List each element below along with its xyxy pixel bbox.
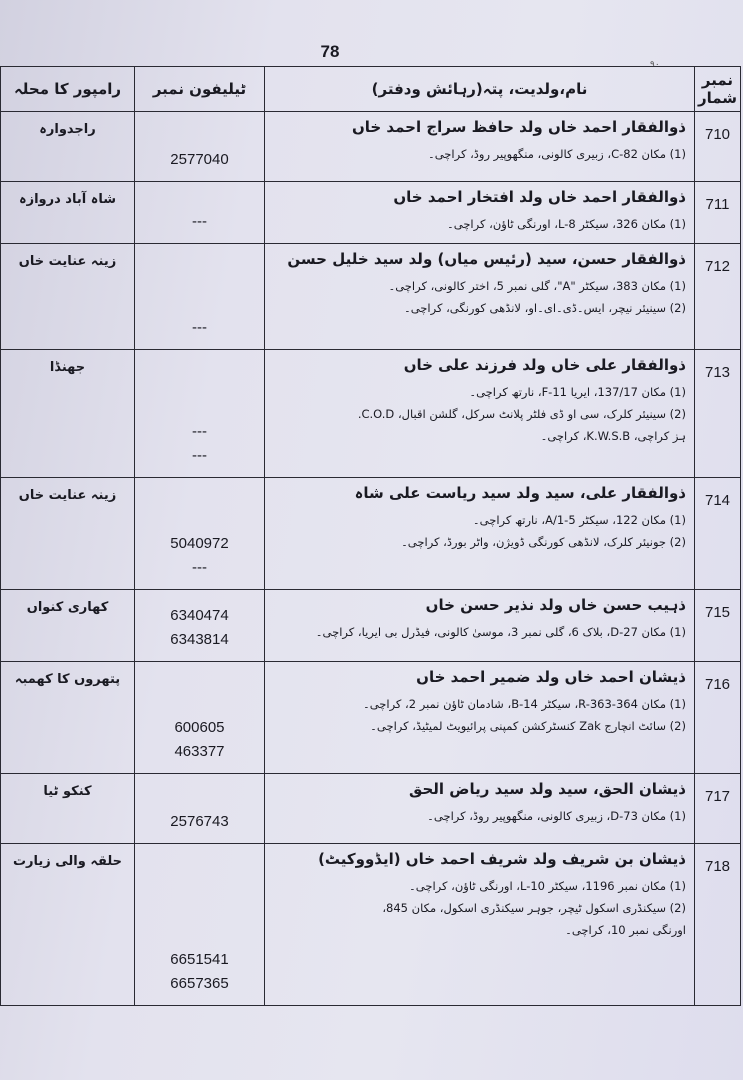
phone-cell (135, 590, 265, 662)
table-row (1, 662, 741, 774)
table-row (1, 478, 741, 590)
address-line: (2) سینیئر کلرک، سی او ڈی فلٹر پلانٹ سرکل، گلشن اقبال، C.O.D. (357, 407, 686, 421)
serial-number: 715 (695, 590, 741, 662)
serial-number: 713 (695, 350, 741, 478)
entry-details (265, 244, 695, 350)
phone-cell (135, 244, 265, 350)
table-row (1, 774, 741, 844)
entry-name: ذوالفقار احمد خاں ولد حافظ سراج احمد خاں (351, 118, 686, 136)
header-row (1, 67, 741, 112)
serial-number: 710 (695, 112, 741, 182)
phone-number: 6657365 (170, 975, 229, 992)
phone-number: --- (192, 559, 207, 576)
entry-details (265, 478, 695, 590)
table-row (1, 844, 741, 1006)
phone-number: --- (192, 447, 207, 464)
table-row (1, 112, 741, 182)
entry-details (265, 844, 695, 1006)
entry-details (265, 662, 695, 774)
entry-name: ذیشان الحق، سید ولد سید ریاض الحق (408, 780, 686, 798)
phone-number: --- (192, 213, 207, 230)
serial-number: 712 (695, 244, 741, 350)
address-line: (2) سینیئر نیچر، ایس۔ڈی۔ای۔او، لانڈھی کورنگی، کراچی۔ (403, 301, 686, 315)
header-name: نام،ولدیت، پتہ(رہائش ودفتر) (265, 67, 695, 112)
table-row (1, 182, 741, 244)
address-line: (2) سائٹ انچارج Zak کنسٹرکشن کمپنی پرائیویٹ لمیٹیڈ، کراچی۔ (370, 719, 686, 733)
entry-details (265, 182, 695, 244)
entry-details (265, 590, 695, 662)
phone-cell (135, 112, 265, 182)
phone-number: 6340474 (170, 607, 229, 624)
phone-cell (135, 774, 265, 844)
entry-name: ذیشان احمد خاں ولد ضمیر احمد خاں (416, 668, 686, 686)
address-line: (1) مکان R-363-364، سیکٹر B-14، شادمان ٹاؤن نمبر 2، کراچی۔ (362, 697, 686, 711)
table-row (1, 244, 741, 350)
address-line: (1) مکان 326، سیکٹر L-8، اورنگی ٹاؤن، کراچی۔ (447, 217, 686, 231)
phone-cell (135, 350, 265, 478)
entry-details (265, 112, 695, 182)
phone-number: 5040972 (170, 535, 229, 552)
phone-cell (135, 844, 265, 1006)
locality: حلقہ والی زیارت (1, 844, 135, 1006)
phone-number: 2577040 (170, 151, 229, 168)
phone-number: 6343814 (170, 631, 229, 648)
phone-number: 600605 (174, 719, 225, 736)
locality: پتھروں کا کھمبہ (1, 662, 135, 774)
serial-number: 717 (695, 774, 741, 844)
serial-number: 714 (695, 478, 741, 590)
header-locality: رامپور کا محلہ (1, 67, 135, 112)
address-line: (1) مکان 122، سیکٹر 5-A/1، نارتھ کراچی۔ (472, 513, 686, 527)
phone-number: --- (192, 423, 207, 440)
phone-number: --- (192, 319, 207, 336)
phone-cell (135, 478, 265, 590)
corner-mark: ۹۰ (650, 60, 660, 70)
register-table (0, 66, 741, 1006)
page-number: 78 (320, 42, 340, 61)
address-line: (1) مکان C-82، زبیری کالونی، منگھوپیر روڈ، کراچی۔ (427, 147, 686, 161)
entry-name: ذوالفقار احمد خاں ولد افتخار احمد خاں (393, 188, 686, 206)
header-phone: ٹیلیفون نمبر (135, 67, 265, 112)
locality: کنکو ٹیا (1, 774, 135, 844)
entry-name: ذوالفقار علی، سید ولد سید ریاست علی شاہ (354, 484, 686, 502)
address-line: (2) جونیئر کلرک، لانڈھی کورنگی ڈویژن، واٹر بورڈ، کراچی۔ (401, 535, 686, 549)
entry-details (265, 350, 695, 478)
address-line: (1) مکان D-27، بلاک 6، گلی نمبر 3، موسیٰ کالونی، فیڈرل بی ایریا، کراچی۔ (315, 625, 686, 639)
entry-name: ذوالفقار حسن، سید (رئیس میاں) ولد سید خلیل حسن (287, 250, 686, 268)
locality: راجدوارہ (1, 112, 135, 182)
phone-cell (135, 662, 265, 774)
address-line: (2) سیکنڈری اسکول ٹیچر، جوہر سیکنڈری اسکول، مکان 845، (382, 901, 686, 915)
locality: شاہ آباد دروازہ (1, 182, 135, 244)
table-row (1, 590, 741, 662)
locality: زینہ عنایت خاں (1, 244, 135, 350)
entry-name: ذیشان بن شریف ولد شریف احمد خاں (ایڈووکیٹ) (318, 850, 686, 868)
phone-number: 2576743 (170, 813, 229, 830)
address-line: ہز کراچی، K.W.S.B، کراچی۔ (540, 429, 686, 443)
address-line: (1) مکان نمبر 1196، سیکٹر L-10، اورنگی ٹاؤن، کراچی۔ (409, 879, 686, 893)
phone-number: 463377 (174, 743, 225, 760)
locality: جھنڈا (1, 350, 135, 478)
table-row (1, 350, 741, 478)
phone-cell (135, 182, 265, 244)
serial-number: 716 (695, 662, 741, 774)
header-serial: نمبر شمار (695, 67, 741, 112)
entry-name: ذوالفقار علی خاں ولد فرزند علی خاں (403, 356, 686, 374)
serial-number: 711 (695, 182, 741, 244)
address-line: (1) مکان D-73، زبیری کالونی، منگھوپیر روڈ، کراچی۔ (427, 809, 686, 823)
phone-number: 6651541 (170, 951, 229, 968)
serial-number: 718 (695, 844, 741, 1006)
locality: زینہ عنایت خاں (1, 478, 135, 590)
address-line: (1) مکان 137/17، ایریا F-11، نارتھ کراچی۔ (469, 385, 686, 399)
locality: کھاری کنواں (1, 590, 135, 662)
address-line: اورنگی نمبر 10، کراچی۔ (565, 923, 686, 937)
entry-name: ذہیب حسن خاں ولد نذیر حسن خاں (425, 596, 686, 614)
entry-details (265, 774, 695, 844)
address-line: (1) مکان 383، سیکٹر "A"، گلی نمبر 5، اختر کالونی، کراچی۔ (388, 279, 686, 293)
